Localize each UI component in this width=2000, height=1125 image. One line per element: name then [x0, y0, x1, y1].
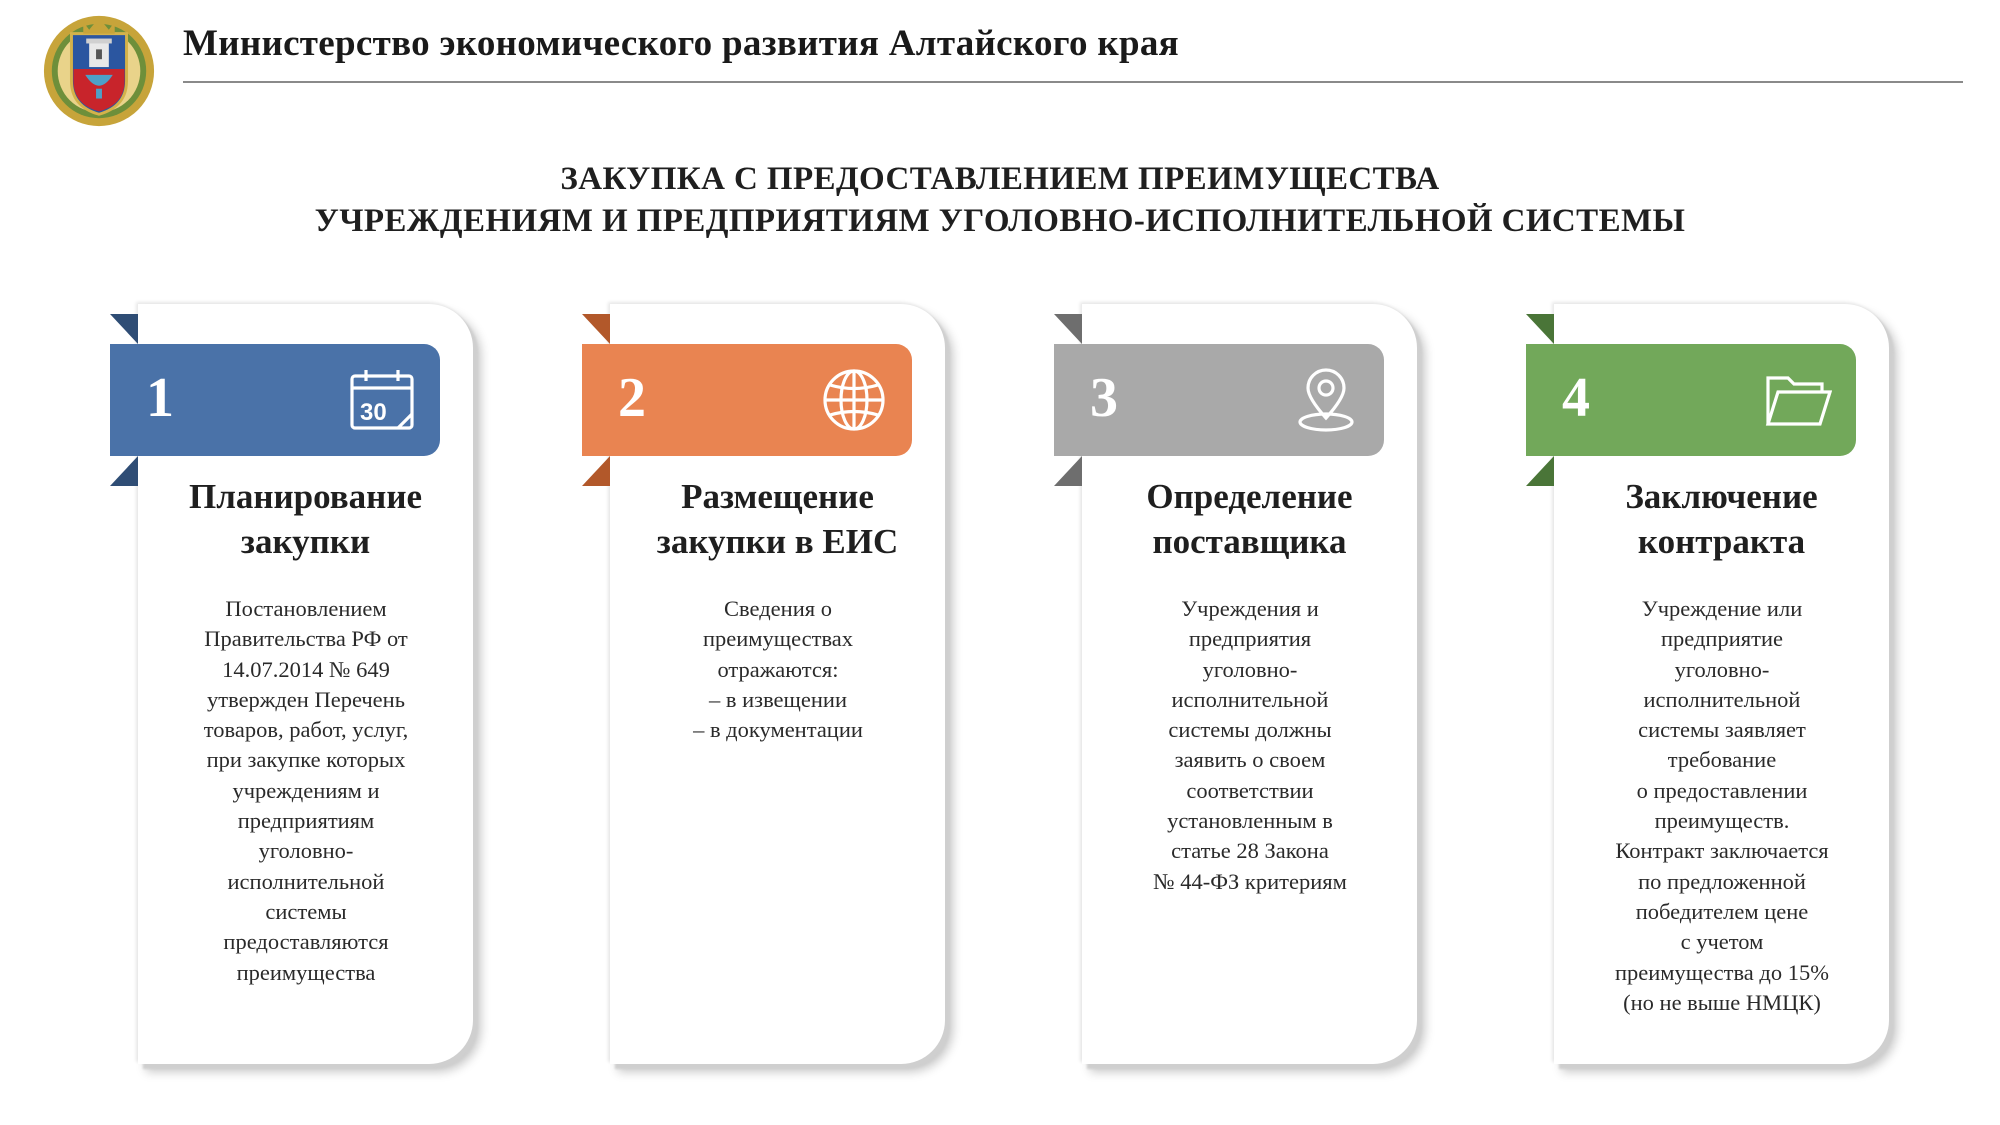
step-description: Учреждение или предприятие уголовно- исполнительной системы заявляет требование о предоставлении преимуществ. Контракт заключается по предложенной победителем цене с учетом преимущества до 15% (но не выше НМЦК) [1614, 596, 1829, 1015]
tab-fold [110, 456, 138, 486]
tab-fold [110, 314, 138, 344]
map-pin-icon [1292, 366, 1360, 434]
step-tab [110, 344, 440, 456]
step-description: Учреждения и предприятия уголовно- исполнительной системы должны заявить о своем соответствии установленным в статье 28 Закона № 44-ФЗ критериям [1153, 596, 1347, 894]
calendar-day-text: 30 [360, 399, 387, 426]
step-number: 1 [146, 367, 174, 429]
step-tab [582, 344, 912, 456]
step-card-4 [1554, 304, 1889, 1064]
header-divider [183, 81, 1963, 83]
step-tab [1054, 344, 1384, 456]
coat-of-arms-icon [40, 12, 158, 130]
tab-fold [1054, 314, 1082, 344]
tab-fold [1526, 456, 1554, 486]
step-tab [1526, 344, 1856, 456]
step-number: 4 [1562, 367, 1590, 429]
step-card-2 [610, 304, 945, 1064]
title-line-2: УЧРЕЖДЕНИЯМ И ПРЕДПРИЯТИЯМ УГОЛОВНО-ИСПОЛНИТЕЛЬНОЙ СИСТЕМЫ [314, 203, 1686, 239]
step-title: Размещение закупки в ЕИС [656, 477, 899, 561]
calendar-icon [348, 366, 416, 434]
step-number: 2 [618, 367, 646, 429]
step-card-3 [1082, 304, 1417, 1064]
step-title: Определение поставщика [1146, 477, 1353, 561]
folder-icon [1764, 366, 1832, 434]
step-description: Сведения о преимуществах отражаются: – в извещении – в документации [693, 596, 863, 743]
step-title: Заключение контракта [1625, 477, 1818, 561]
step-number: 3 [1090, 367, 1118, 429]
step-description: Постановлением Правительства РФ от 14.07.2014 № 649 утвержден Перечень товаров, работ, услуг, при закупке которых учреждениям и предприятиям уголовно- исполнительной системы предоставляются преимущества [203, 596, 409, 985]
tab-fold [1054, 456, 1082, 486]
step-title: Планирование закупки [188, 477, 423, 561]
step-card-1 [138, 304, 473, 1064]
tab-fold [582, 456, 610, 486]
page-title [0, 158, 2000, 242]
ministry-name: Министерство экономического развития Алтайского края [183, 23, 1179, 64]
header [0, 0, 2000, 130]
tab-fold [1526, 314, 1554, 344]
tab-fold [582, 314, 610, 344]
title-line-1: ЗАКУПКА С ПРЕДОСТАВЛЕНИЕМ ПРЕИМУЩЕСТВА [560, 161, 1440, 197]
globe-icon [820, 366, 888, 434]
